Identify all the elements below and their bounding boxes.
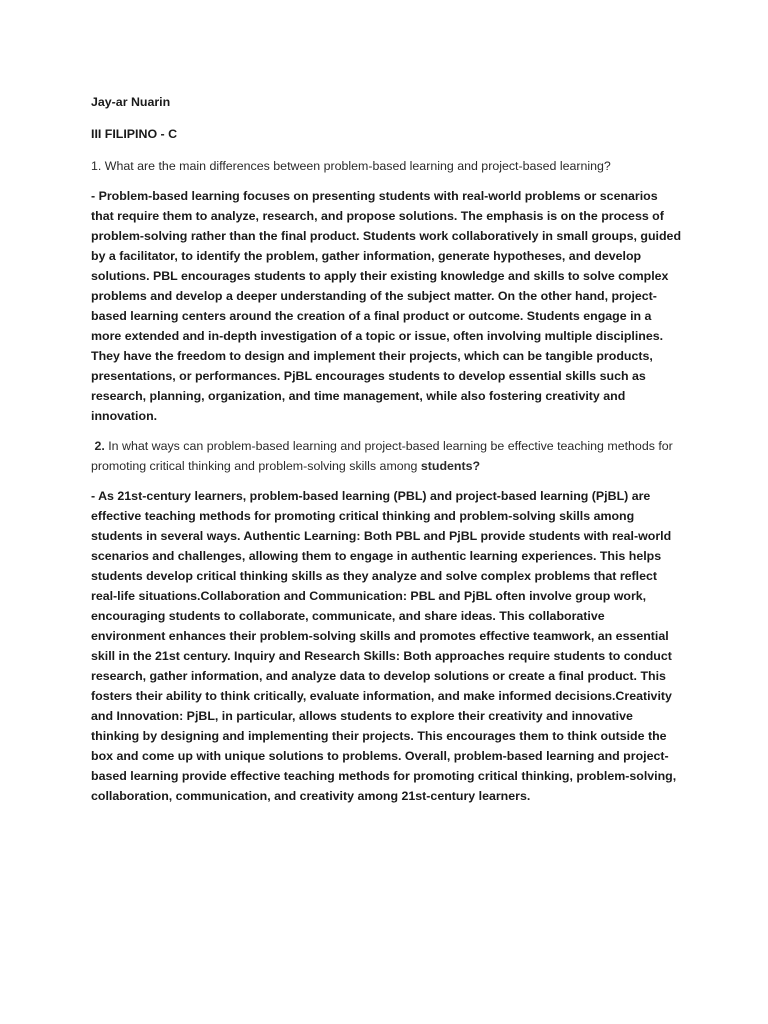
answer-2: - As 21st-century learners, problem-based learning (PBL) and project-based learning (PjBL) are effective teaching methods for promoting critical thinking and problem-solving skills among students in several ways. Authentic Learning: Both PBL and PjBL provide students with real-world scenarios and challenges, allowing them to engage in authentic learning experiences. This helps students develop critical thinking skills as they analyze and solve complex problems that reflect real-life situations.Collaboration and Communication: PBL and PjBL often involve group work, encouraging students to collaborate, communicate, and share ideas. This collaborative environment enhances their problem-solving skills and promotes effective teamwork, an essential skill in the 21st century. Inquiry and Research Skills: Both approaches require students to conduct research, gather information, and analyze data to develop solutions or create a final product. This fosters their ability to think critically, evaluate information, and make informed decisions.Creativity and Innovation: PjBL, in particular, allows students to explore their creativity and innovative thinking by designing and implementing their projects. This encourages them to think outside the box and come up with unique solutions to problems. Overall, problem-based learning and project-based learning provide effective teaching methods for promoting critical thinking, problem-solving, collaboration, communication, and creativity among 21st-century learners. bbox=[91, 489, 677, 803]
question-1: 1. What are the main differences between problem-based learning and project-based learning? bbox=[91, 159, 611, 173]
question-2-end: students? bbox=[420, 459, 481, 473]
question-2 bbox=[91, 436, 681, 476]
author-name: Jay-ar Nuarin bbox=[91, 95, 171, 109]
document-page bbox=[91, 92, 681, 816]
answer-1: - Problem-based learning focuses on presenting students with real-world problems or scenarios that require them to analyze, research, and propose solutions. The emphasis is on the process of problem-solving rather than the final product. Students work collaboratively in small groups, guided by a facilitator, to identify the problem, gather information, generate hypotheses, and develop solutions. PBL encourages students to apply their existing knowledge and skills to solve complex problems and develop a deeper understanding of the subject matter. On the other hand, project-based learning centers around the creation of a final product or outcome. Students engage in a more extended and in-depth investigation of a topic or issue, often involving multiple disciplines. They have the freedom to design and implement their projects, which can be tangible products, presentations, or performances. PjBL encourages students to develop essential skills such as research, planning, organization, and time management, while also fostering creativity and innovation. bbox=[91, 189, 682, 423]
question-2-text: In what ways can problem-based learning and project-based learning be effective teaching methods for promoting critical thinking and problem-solving skills among bbox=[91, 439, 673, 473]
question-2-number: 2. bbox=[94, 439, 105, 453]
class-section: III FILIPINO - C bbox=[91, 127, 178, 141]
